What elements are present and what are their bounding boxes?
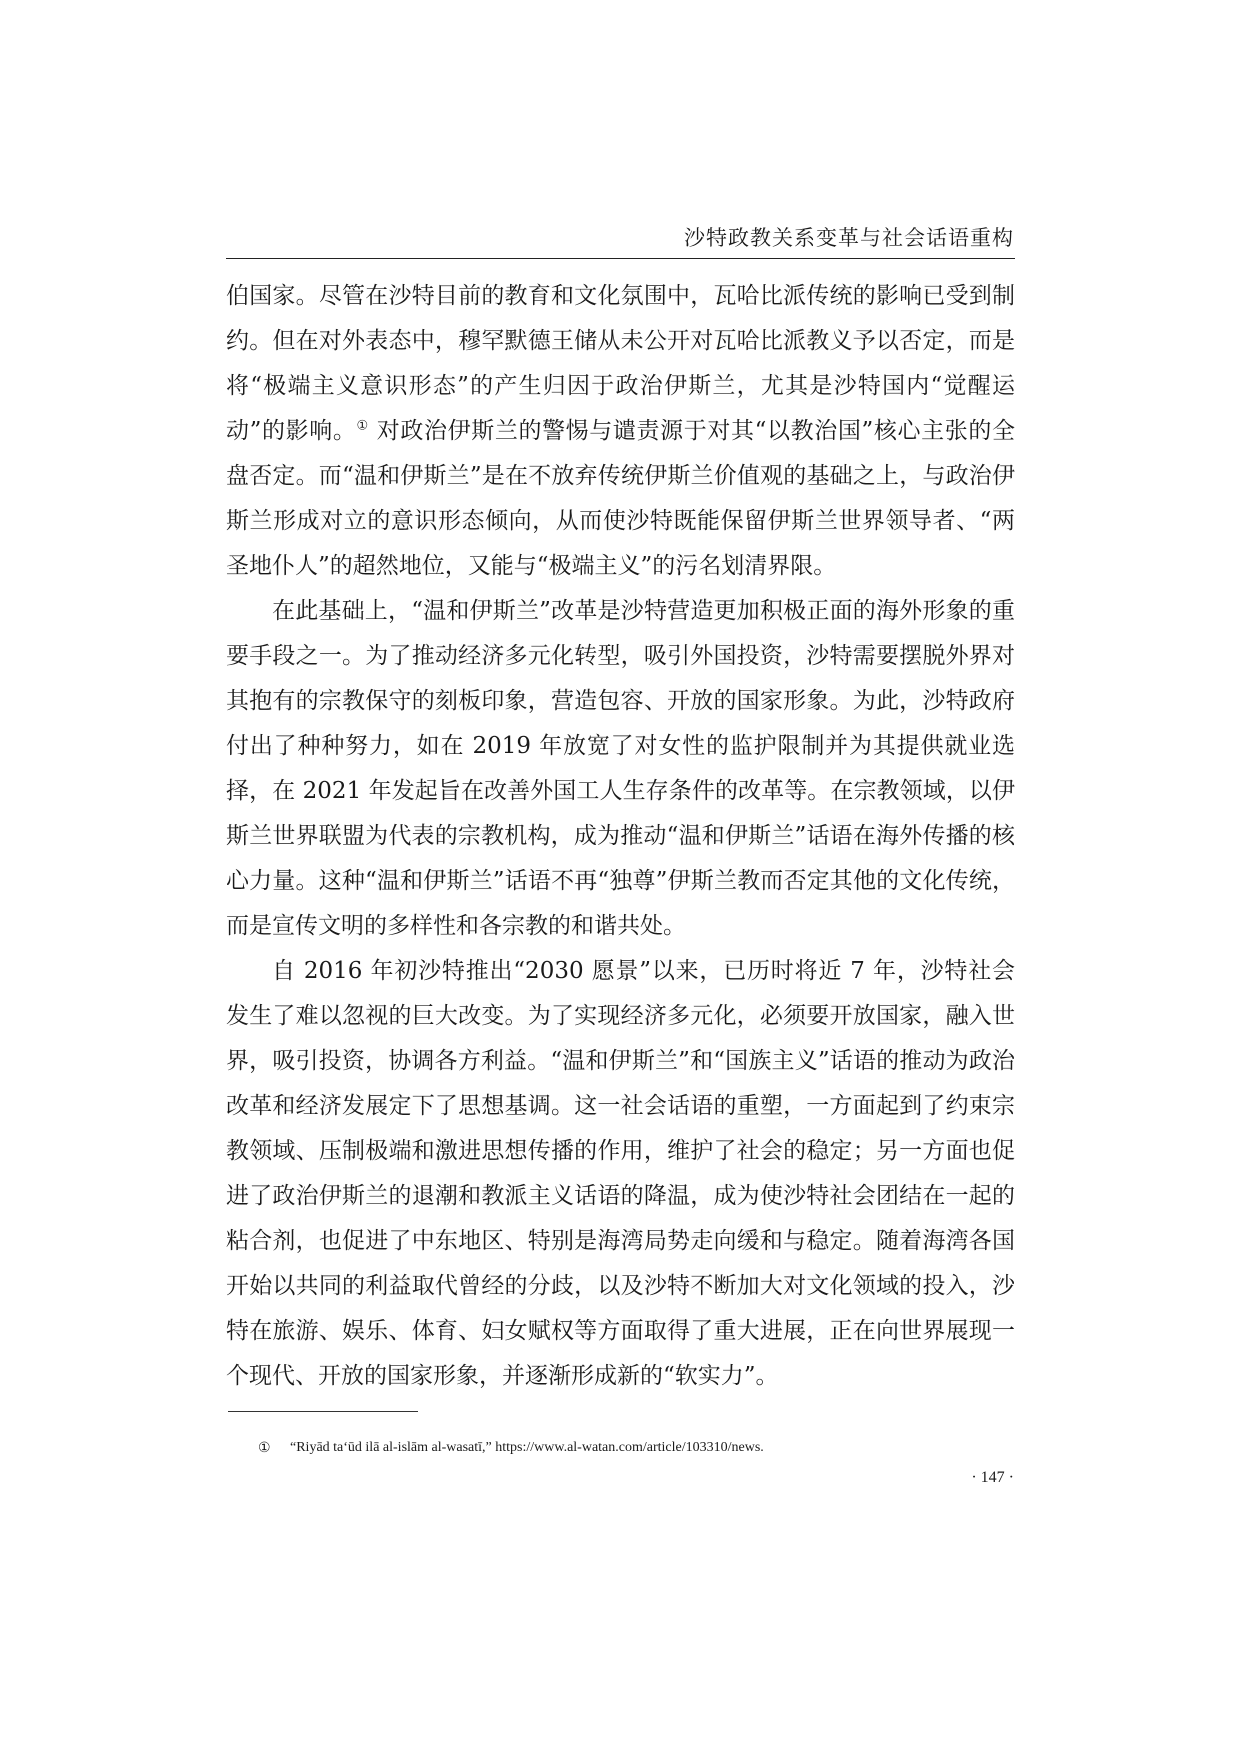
paragraph-1-part-a: 伯国家。尽管在沙特目前的教育和文化氛围中，瓦哈比派传统的影响已受到制约。但在对外表态中，穆罕默德王储从未公开对瓦哈比派教义予以否定，而是将“极端主义意识形态”的产生归因于政治伊斯兰，尤其是沙特国内“觉醒运动”的影响。 [226, 283, 1015, 444]
header-rule [226, 258, 1015, 259]
paragraph-1-part-b: 对政治伊斯兰的警惕与谴责源于对其“以教治国”核心主张的全盘否定。而“温和伊斯兰”是在不放弃传统伊斯兰价值观的基础之上，与政治伊斯兰形成对立的意识形态倾向，从而使沙特既能保留伊斯兰世界领导者、“两圣地仆人”的超然地位，又能与“极端主义”的污名划清界限。 [226, 418, 1016, 579]
paragraph-2: 在此基础上，“温和伊斯兰”改革是沙特营造更加积极正面的海外形象的重要手段之一。为了推动经济多元化转型，吸引外国投资，沙特需要摆脱外界对其抱有的宗教保守的刻板印象，营造包容、开放的国家形象。为此，沙特政府付出了种种努力，如在 2019 年放宽了对女性的监护限制并为其提供就业选择，在 2021 年发起旨在改善外国工人生存条件的改革等。在宗教领域，以伊斯兰世界联盟为代表的宗教机构，成为推动“温和伊斯兰”话语在海外传播的核心力量。这种“温和伊斯兰”话语不再“独尊”伊斯兰教而否定其他的文化传统，而是宣传文明的多样性和各宗教的和谐共处。 [226, 598, 1015, 939]
footnote-marker: ① [258, 1441, 271, 1456]
main-text [226, 274, 1015, 1399]
page-number: · 147 · [971, 1469, 1014, 1486]
paragraph-3: 自 2016 年初沙特推出“2030 愿景”以来，已历时将近 7 年，沙特社会发生了难以忽视的巨大改变。为了实现经济多元化，必须要开放国家，融入世界，吸引投资，协调各方利益。“温和伊斯兰”和“国族主义”话语的推动为政治改革和经济发展定下了思想基调。这一社会话语的重塑，一方面起到了约束宗教领域、压制极端和激进思想传播的作用，维护了社会的稳定；另一方面也促进了政治伊斯兰的退潮和教派主义话语的降温，成为使沙特社会团结在一起的粘合剂，也促进了中东地区、特别是海湾局势走向缓和与稳定。随着海湾各国开始以共同的利益取代曾经的分歧，以及沙特不断加大对文化领域的投入，沙特在旅游、娱乐、体育、妇女赋权等方面取得了重大进展，正在向世界展现一个现代、开放的国家形象，并逐渐形成新的“软实力”。 [226, 958, 1015, 1389]
paragraph-1 [226, 274, 1015, 589]
running-title: 沙特政教关系变革与社会话语重构 [684, 226, 1014, 250]
footnote-text: “Riyād ta‘ūd ilā al-islām al-wasatī,” https://www.al-watan.com/article/103310/news. [290, 1440, 764, 1455]
footnote [258, 1440, 764, 1456]
footnote-rule [228, 1411, 418, 1412]
footnote-reference[interactable]: ① [356, 418, 369, 434]
